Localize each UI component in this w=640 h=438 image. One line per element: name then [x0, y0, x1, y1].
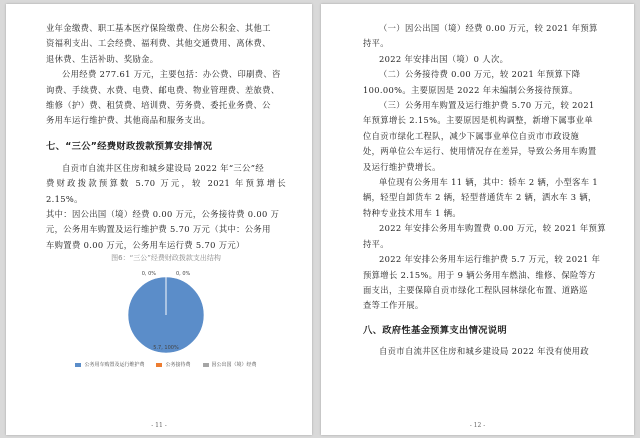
legend-item — [156, 361, 190, 368]
text-line: 费财政拨款预算数 5.70 万元，较 2021 年预算增长 2.15%。 — [46, 178, 286, 204]
text-line: 业年金缴费、职工基本医疗保险缴费、住房公积金、其他工 — [46, 23, 271, 33]
text-line: 位自贡市绿化工程队，减少下属事业单位自贡市市政设施 — [363, 130, 580, 141]
right-page — [321, 4, 634, 435]
section-heading: 七、“三公”经费财政拨款预算安排情况 — [46, 140, 213, 152]
text-line: 持平。 — [363, 238, 389, 249]
text-line: 公用经费 277.61 万元，主要包括：办公费、印刷费、咨 — [62, 69, 281, 80]
chart-caption: 图6：“三公”经费财政拨款支出结构 — [111, 254, 221, 263]
section-heading: 八、政府性基金预算支出情况说明 — [363, 324, 507, 336]
text-line: 退休费、生活补助、奖励金。 — [46, 53, 159, 64]
text-line: 其中：因公出国（境）经费 0.00 万元，公务接待费 0.00 万 — [46, 209, 280, 220]
text-line: 100.00%。主要原因是 2022 年未编制公务接待预算。 — [363, 84, 578, 95]
text-line: 2022 年安排出国（境）0 人次。 — [379, 53, 509, 64]
page-number: - 11 - — [151, 422, 167, 429]
legend-swatch — [203, 363, 209, 367]
text-line: 特种专业技术用车 1 辆。 — [363, 207, 462, 218]
legend-item — [203, 361, 257, 368]
left-page — [6, 4, 312, 435]
text-line: 询费、手续费、水费、电费、邮电费、物业管理费、差旅费、 — [46, 84, 280, 95]
legend-label: 公务接待费 — [165, 362, 191, 369]
legend-item — [75, 361, 144, 368]
text-line: 自贡市自流井区住房和城乡建设局 2022 年没有使用政 — [379, 345, 590, 356]
legend-swatch — [156, 363, 162, 367]
pie-data-label: 0, 0% — [141, 271, 156, 278]
legend-label: 因公出国（境）经费 — [211, 362, 257, 369]
text-line: 2022 年安排公务用车运行维护费 5.7 万元，较 2021 年 — [379, 254, 601, 265]
text-line: 单位现有公务用车 11 辆，其中：轿车 2 辆，小型客车 1 — [379, 177, 599, 188]
text-line: 务用车运行维护费、其他商品和服务支出。 — [46, 115, 211, 126]
pie-chart — [46, 265, 286, 361]
text-line: （三）公务用车购置及运行维护费 5.70 万元，较 2021 — [379, 100, 595, 111]
legend-label: 公务用车购置及运行维护费 — [84, 362, 145, 369]
pie-data-label: 0, 0% — [176, 271, 191, 278]
text-line: 车购置费 0.00 万元，公务用车运行费 5.70 万元） — [46, 239, 245, 250]
text-line: 面支出，主要保障自贡市绿化工程队园林绿化布置、道路巡 — [363, 284, 588, 295]
text-line: 持平。 — [363, 38, 389, 49]
text-line: 处，两单位公车运行、使用情况存在差异，导致公务用车购置 — [363, 146, 597, 157]
chart-legend — [46, 361, 286, 368]
text-line: 元，公务用车购置及运行维护费 5.70 万元（其中：公务用 — [46, 224, 271, 235]
text-line: 年预算增长 2.15%。主要原因是机构调整，新增下属事业单 — [363, 115, 593, 126]
text-line: 维修（护）费、租赁费、培训费、劳务费、委托业务费、公 — [46, 100, 271, 111]
text-line: 2022 年安排公务用车购置费 0.00 万元，较 2021 年预算 — [379, 223, 606, 234]
page-number: - 12 - — [469, 422, 486, 429]
text-line: 辆，轻型自卸货车 2 辆，轻型普通货车 2 辆，洒水车 3 辆， — [363, 192, 597, 203]
text-line: 自贡市自流井区住房和城乡建设局 2022 年“三公”经 — [62, 162, 264, 173]
legend-swatch — [75, 363, 81, 367]
text-line: 查等工作开展。 — [363, 300, 424, 311]
text-line: （二）公务接待费 0.00 万元，较 2021 年预算下降 — [379, 69, 581, 80]
text-line: （一）因公出国（境）经费 0.00 万元，较 2021 年预算 — [379, 23, 598, 33]
text-line: 预算增长 2.15%。用于 9 辆公务用车燃油、维修、保险等方 — [363, 269, 596, 280]
text-line: 资福利支出、工会经费、福利费、其他交通费用、离休费、 — [46, 38, 271, 49]
text-line: 及运行维护费增长。 — [363, 161, 441, 172]
pie-data-label: 5.7, 100% — [153, 345, 179, 352]
